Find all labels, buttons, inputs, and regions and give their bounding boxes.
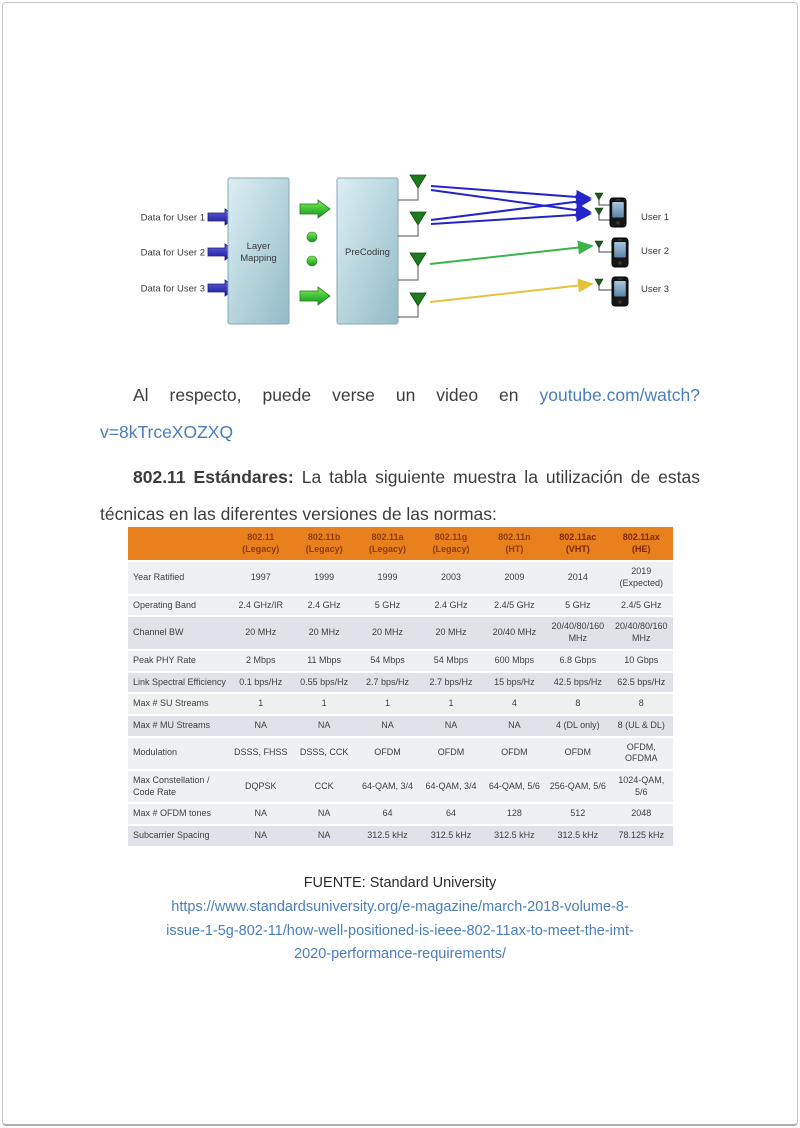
- table-cell: 8 (UL & DL): [610, 715, 673, 737]
- table-cell: 1999: [356, 561, 419, 594]
- column-header: 802.11g (Legacy): [419, 527, 482, 561]
- table-cell: 64-QAM, 3/4: [419, 770, 482, 803]
- table-cell: 312.5 kHz: [419, 825, 482, 847]
- table-cell: 20 MHz: [292, 616, 355, 649]
- source-url-line[interactable]: https://www.standardsuniversity.org/e-magazine/march-2018-volume-8-: [171, 899, 629, 915]
- table-cell: 2.4 GHz: [292, 595, 355, 617]
- table-cell: NA: [356, 715, 419, 737]
- row-label: Max # OFDM tones: [128, 803, 229, 825]
- user3-label: User 3: [641, 284, 669, 295]
- table-header-row: [128, 527, 673, 561]
- table-cell: OFDM: [419, 737, 482, 770]
- table-cell: 256-QAM, 5/6: [546, 770, 609, 803]
- input-label-user3: Data for User 3: [140, 283, 205, 295]
- table-cell: 1: [229, 693, 292, 715]
- table-cell: 512: [546, 803, 609, 825]
- table-cell: CCK: [292, 770, 355, 803]
- table-cell: 1997: [229, 561, 292, 594]
- table-cell: 2003: [419, 561, 482, 594]
- table-cell: 6.8 Gbps: [546, 650, 609, 672]
- precoding-box: [337, 178, 398, 324]
- table-cell: NA: [419, 715, 482, 737]
- user2-stream-line: [430, 246, 592, 264]
- table-cell: 20/40/80/160 MHz: [610, 616, 673, 649]
- column-header: 802.11b (Legacy): [292, 527, 355, 561]
- column-header: 802.11ac (VHT): [546, 527, 609, 561]
- table-cell: OFDM: [483, 737, 546, 770]
- table-cell: DQPSK: [229, 770, 292, 803]
- table-row: [128, 737, 673, 770]
- table-cell: 20 MHz: [419, 616, 482, 649]
- table-cell: 10 Gbps: [610, 650, 673, 672]
- phone-icon: [612, 277, 628, 306]
- table-cell: 54 Mbps: [419, 650, 482, 672]
- input-label-user2: Data for User 2: [140, 247, 205, 259]
- table-cell: DSSS, CCK: [292, 737, 355, 770]
- table-cell: 64-QAM, 3/4: [356, 770, 419, 803]
- svg-text:Mapping: Mapping: [240, 253, 277, 264]
- table-cell: 20/40 MHz: [483, 616, 546, 649]
- row-label: Subcarrier Spacing: [128, 825, 229, 847]
- source-url-line[interactable]: 2020-performance-requirements/: [294, 946, 506, 962]
- table-cell: 0.55 bps/Hz: [292, 672, 355, 694]
- row-label: Link Spectral Efficiency: [128, 672, 229, 694]
- table-row: [128, 672, 673, 694]
- table-row: [128, 616, 673, 649]
- mu-mimo-diagram: [0, 0, 800, 360]
- table-cell: 62.5 bps/Hz: [610, 672, 673, 694]
- table-cell: 2.4 GHz/IR: [229, 595, 292, 617]
- table-row: [128, 693, 673, 715]
- video-paragraph: [100, 377, 700, 451]
- table-cell: OFDM, OFDMA: [610, 737, 673, 770]
- column-header: 802.11a (Legacy): [356, 527, 419, 561]
- table-cell: 20 MHz: [356, 616, 419, 649]
- table-cell: 78.125 kHz: [610, 825, 673, 847]
- table-cell: NA: [292, 825, 355, 847]
- table-row: [128, 715, 673, 737]
- table-cell: 54 Mbps: [356, 650, 419, 672]
- standards-heading: 802.11 Estándares:: [133, 466, 294, 487]
- column-header: 802.11n (HT): [483, 527, 546, 561]
- row-label: Max # MU Streams: [128, 715, 229, 737]
- table-cell: 2.4 GHz: [419, 595, 482, 617]
- source-url-link[interactable]: [100, 896, 700, 967]
- table-cell: NA: [229, 715, 292, 737]
- table-cell: 64: [419, 803, 482, 825]
- table-cell: 2009: [483, 561, 546, 594]
- standards-table: [128, 527, 673, 848]
- table-row: [128, 803, 673, 825]
- table-corner-cell: [128, 527, 229, 561]
- table-cell: 1: [356, 693, 419, 715]
- table-row: [128, 825, 673, 847]
- row-label: Peak PHY Rate: [128, 650, 229, 672]
- user2-label: User 2: [641, 246, 669, 257]
- table-cell: 1: [419, 693, 482, 715]
- table-cell: DSSS, FHSS: [229, 737, 292, 770]
- table-cell: NA: [229, 825, 292, 847]
- rx-antenna-triangle-icon: [595, 193, 603, 286]
- table-cell: 8: [546, 693, 609, 715]
- table-cell: 2 Mbps: [229, 650, 292, 672]
- youtube-link-text[interactable]: v=8kTrceXOZXQ: [100, 421, 234, 442]
- row-label: Max Constellation / Code Rate: [128, 770, 229, 803]
- standards-paragraph: [100, 459, 700, 533]
- table-cell: 15 bps/Hz: [483, 672, 546, 694]
- svg-text:PreCoding: PreCoding: [345, 247, 390, 258]
- phone-icon: [610, 198, 626, 227]
- table-cell: 64: [356, 803, 419, 825]
- input-label-user1: Data for User 1: [140, 212, 205, 224]
- standards-paragraph-text: La tabla siguiente muestra la utilización de estas técnicas en las diferentes versiones de las normas:: [100, 466, 700, 524]
- source-caption: FUENTE: Standard University: [303, 875, 497, 891]
- table-cell: 8: [610, 693, 673, 715]
- table-cell: 2019 (Expected): [610, 561, 673, 594]
- table-cell: NA: [292, 715, 355, 737]
- table-cell: 2.7 bps/Hz: [356, 672, 419, 694]
- table-cell: 1024-QAM, 5/6: [610, 770, 673, 803]
- row-label: Channel BW: [128, 616, 229, 649]
- table-cell: 2048: [610, 803, 673, 825]
- table-row: [128, 650, 673, 672]
- table-cell: OFDM: [356, 737, 419, 770]
- row-label: Operating Band: [128, 595, 229, 617]
- table-cell: 600 Mbps: [483, 650, 546, 672]
- table-cell: 2014: [546, 561, 609, 594]
- phone-icon: [612, 238, 628, 267]
- table-cell: NA: [483, 715, 546, 737]
- layer-mapping-box: [228, 178, 289, 324]
- table-cell: 2.4/5 GHz: [483, 595, 546, 617]
- table-cell: 20 MHz: [229, 616, 292, 649]
- table-cell: OFDM: [546, 737, 609, 770]
- svg-text:Layer: Layer: [246, 241, 271, 252]
- layer-dot-icon: [307, 256, 317, 266]
- table-cell: 1: [292, 693, 355, 715]
- table-cell: 5 GHz: [546, 595, 609, 617]
- table-cell: NA: [292, 803, 355, 825]
- row-label: Max # SU Streams: [128, 693, 229, 715]
- table-row: [128, 770, 673, 803]
- youtube-link-text[interactable]: youtube.com/watch?: [539, 384, 700, 405]
- table-cell: NA: [229, 803, 292, 825]
- table-cell: 64-QAM, 5/6: [483, 770, 546, 803]
- table-cell: 1999: [292, 561, 355, 594]
- user1-stream-lines: [431, 186, 590, 224]
- layer-arrow-icon: [300, 287, 330, 305]
- table-cell: 2.7 bps/Hz: [419, 672, 482, 694]
- table-cell: 2.4/5 GHz: [610, 595, 673, 617]
- source-url-line[interactable]: issue-1-5g-802-11/how-well-positioned-is-ieee-802-11ax-to-meet-the-imt-: [166, 922, 634, 939]
- table-row: [128, 561, 673, 594]
- layer-arrow-icon: [300, 200, 330, 218]
- table-cell: 312.5 kHz: [546, 825, 609, 847]
- user1-label: User 1: [641, 212, 669, 223]
- table-cell: 4 (DL only): [546, 715, 609, 737]
- table-row: [128, 595, 673, 617]
- table-cell: 312.5 kHz: [483, 825, 546, 847]
- table-cell: 5 GHz: [356, 595, 419, 617]
- user3-stream-line: [430, 284, 592, 302]
- table-cell: 11 Mbps: [292, 650, 355, 672]
- column-header: 802.11 (Legacy): [229, 527, 292, 561]
- table-cell: 20/40/80/160 MHz: [546, 616, 609, 649]
- layer-dot-icon: [307, 232, 317, 242]
- row-label: Modulation: [128, 737, 229, 770]
- table-cell: 128: [483, 803, 546, 825]
- table-cell: 4: [483, 693, 546, 715]
- table-cell: 42.5 bps/Hz: [546, 672, 609, 694]
- video-paragraph-text: Al respecto, puede verse un video en: [133, 384, 540, 405]
- row-label: Year Ratified: [128, 561, 229, 594]
- table-cell: 312.5 kHz: [356, 825, 419, 847]
- source-block: [100, 871, 700, 967]
- table-cell: 0.1 bps/Hz: [229, 672, 292, 694]
- column-header: 802.11ax (HE): [610, 527, 673, 561]
